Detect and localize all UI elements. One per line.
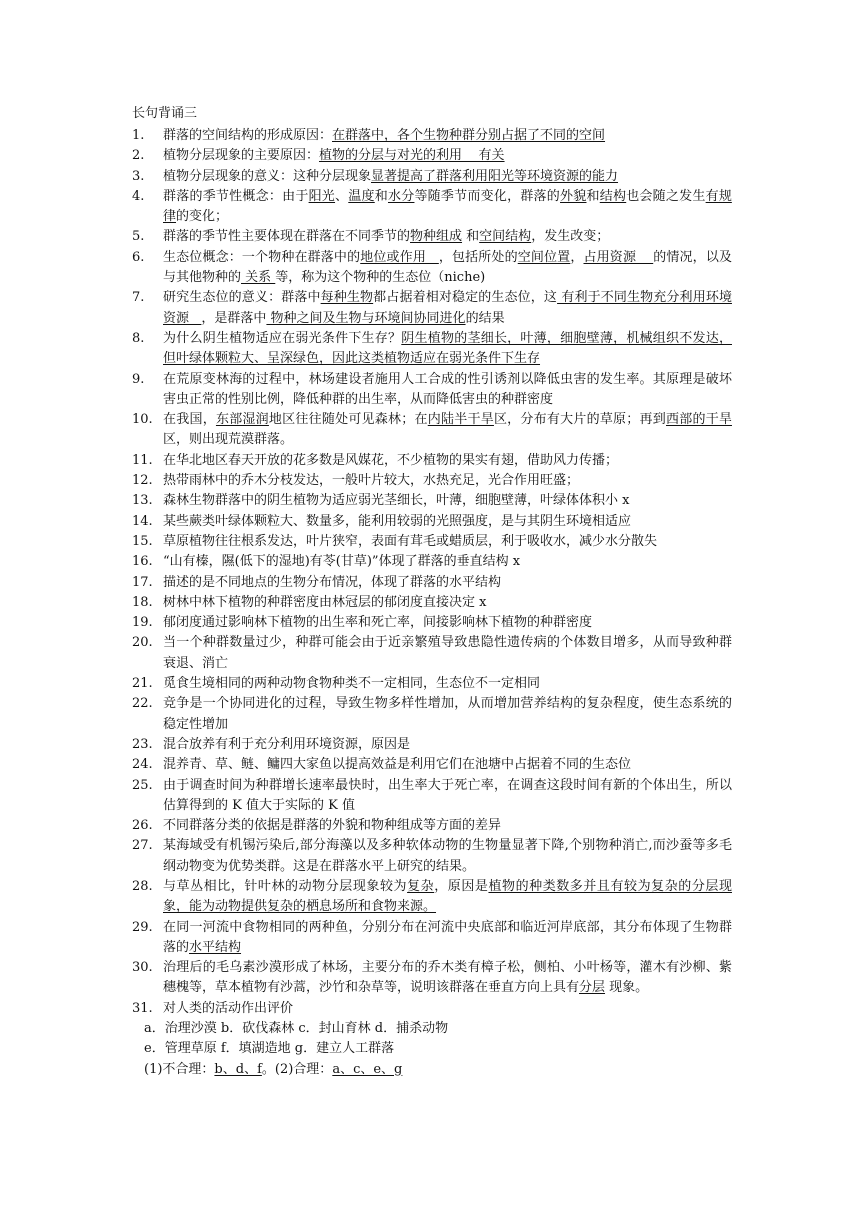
item-text [163,146,732,166]
item-number: 13. [132,493,153,509]
item-text-segment: 现象。 [605,980,649,996]
item-number: 30. [132,960,153,976]
item-number: 3. [132,168,145,184]
list-item [132,471,732,491]
list-item [132,613,732,633]
item-text-segment: 由于调查时间为种群增长速率最快时，出生率大于死亡率，在调查这段时间有新的个体出生，所以估算得到的 K 值大于实际的 K 值 [163,777,732,813]
underlined-answer: 显著提高了群落利用阳光等环境资源的能力 [371,168,619,184]
list-item [132,187,732,228]
item-text-segment: ， [570,249,584,265]
item-number: 15. [132,533,153,549]
list-item [132,836,732,877]
list-item [132,735,732,755]
item-number: 1. [132,128,145,143]
item-text [163,735,732,755]
list-item [132,552,732,572]
item-text-segment: 的变化； [176,209,229,225]
list-item [132,958,732,999]
underlined-answer: 物种组成 [410,229,463,245]
item-number: 4. [132,188,145,204]
item-number: 24. [132,757,153,773]
underlined-answer: 结构 [599,188,627,204]
item-text-segment: 郁闭度通过影响林下植物的出生率和死亡率，间接影响林下植物的种群密度 [163,615,593,631]
item-text-segment: 与草丛相比，针叶林的动物分层现象较为 [163,878,408,894]
item-number: 7. [132,290,145,306]
list-item [132,512,732,532]
item-text [163,288,732,329]
item-number: 19. [132,615,153,631]
options-line-1: a．治理沙漠 b．砍伐森林 c．封山育林 d．捕杀动物 [144,1021,449,1037]
item-text-segment: 的结果 [465,310,505,326]
item-number: 25. [132,777,153,793]
list-item [132,918,732,959]
item-text-segment: 不同群落分类的依据是群落的外貌和物种组成等方面的差异 [163,818,502,834]
item-number: 10. [132,412,153,428]
answer-value-unreasonable: b、d、f [214,1061,262,1077]
item-list [132,126,732,1019]
item-text [163,329,732,370]
item-text-segment: 某海域受有机锡污染后,部分海藻以及多种软体动物的生物量显著下降,个别物种消亡,而沙蚕等多毛纲动物变为优势类群。这是在群落水平上研究的结果。 [163,838,732,874]
item-text [163,613,732,633]
item-text-segment: 在华北地区春天开放的花多数是风媒花，不少植物的果实有翅，借助风力传播； [163,452,619,468]
list-item [132,491,732,511]
item-text [163,836,732,877]
item-text [163,248,732,289]
item-text-segment: ，原因是 [434,878,489,894]
list-item [132,593,732,613]
item-text [163,877,732,918]
underlined-answer: 外貌 [560,188,587,204]
list-item [132,248,732,289]
item-number: 12. [132,473,153,489]
item-number: 5. [132,229,145,245]
item-text-segment: 区，则出现荒漠群落。 [163,432,294,448]
item-text-segment: 地区往往随处可见森林；在 [268,412,428,428]
underlined-answer: 分层 [579,980,606,996]
underlined-answer: 内陆半干旱 [427,412,494,428]
underlined-answer: 复杂 [407,878,435,894]
item-number: 14. [132,513,153,529]
item-text [163,126,732,146]
item-text [163,593,732,613]
list-item [132,410,732,451]
item-text [163,776,732,817]
item-number: 6. [132,249,145,265]
item-number: 23. [132,736,153,752]
item-text-segment: 的情况，以及与其他物种的 [163,249,732,286]
item-number: 31. [132,1000,153,1016]
item-number: 22. [132,696,153,712]
item-text-segment: 群落的空间结构的形成原因： [163,128,333,143]
underlined-answer: 水分 [387,188,415,204]
item-text [163,816,732,836]
item-text-segment: 植物分层现象的意义：这种分层现象 [163,168,372,184]
list-item [132,370,732,411]
item-text-segment: 区，分布有大片的草原；再到 [493,412,667,428]
item-text-segment: 在我国， [163,412,216,428]
underlined-answer: 植物的分层与对光的利用 有关 [319,148,505,164]
item-text [163,674,732,694]
underlined-answer: 阳光 [308,188,336,204]
item-text-segment: 和 [462,229,480,245]
item-text [163,958,732,999]
item-text-segment: 为什么阴生植物适应在弱光条件下生存？ [163,330,402,346]
item-text [163,410,732,451]
item-number: 8. [132,330,145,346]
item-text [163,694,732,735]
item-text-segment: 和 [586,188,600,204]
item-number: 20. [132,635,153,651]
item-text-segment: 等，称为这个物种的生态位（niche) [275,270,486,286]
item-text-segment: 治理后的毛乌素沙漠形成了林场，主要分布的乔木类有樟子松，侧柏、小叶杨等，灌木有沙柳、紫穗槐等，草本植物有沙蒿，沙竹和杂草等，说明该群落在垂直方向上具有 [163,960,732,996]
item-text [163,633,732,674]
item-text [163,370,732,411]
list-item [132,694,732,735]
underlined-answer: 关系 [241,270,276,286]
item-text-segment: 在同一河流中食物相同的两种鱼，分别分布在河流中央底部和临近河岸底部，其分布体现了生物群落的 [163,919,732,955]
item-text-segment: 群落的季节性概念：由于 [163,188,309,204]
list-item [132,877,732,918]
item-text-segment: 混合放养有利于充分利用环境资源，原因是 [163,736,411,752]
item-text-segment: 某些蕨类叶绿体颗粒大、数量多，能利用较弱的光照强度，是与其阴生环境相适应 [163,513,632,529]
underlined-answer: 占用资源 [583,249,654,265]
underlined-answer: 有规律 [163,188,732,225]
item-number: 29. [132,919,153,935]
item-text-segment: “山有榛，隰(低下的湿地)有苓(甘草)”体现了群落的垂直结构 x [163,554,521,570]
item-text [163,552,732,572]
item-text-segment: 植物分层现象的主要原因： [163,148,320,164]
item-number: 18. [132,594,153,610]
item-text [163,187,732,228]
item-text-segment: 竞争是一个协同进化的过程，导致生物多样性增加，从而增加营养结构的复杂程度，使生态系统的稳定性增加 [163,696,732,732]
item-text [163,918,732,959]
underlined-answer: 水平结构 [189,939,242,955]
item-number: 28. [132,878,153,894]
underlined-answer: 物种之间及生物与环境间协同进化 [266,310,466,326]
item-text [163,227,732,247]
underlined-answer: 阴生植物的茎细长，叶薄，细胞壁薄，机械组织不发达，但叶绿体颗粒大、呈深绿色，因此这类植物适应在弱光条件下生存 [163,330,732,367]
answer-value-reasonable: a、c、e、g [332,1061,403,1077]
list-item [132,126,732,146]
item-number: 11. [132,452,153,468]
item-text-segment: 树林中林下植物的种群密度由林冠层的郁闭度直接决定 x [163,594,487,610]
answer-line [132,1060,732,1080]
item-text-segment: 研究生态位的意义：群落中 [163,290,321,306]
item-text-segment: 混养青、草、鲢、鳙四大家鱼以提高效益是利用它们在池塘中占据着不同的生态位 [163,757,632,773]
list-item [132,755,732,775]
list-item [132,999,732,1019]
item-number: 27. [132,838,153,854]
list-item [132,167,732,187]
item-text [163,451,732,471]
item-text [163,491,732,511]
item-text-segment: 、 [335,188,349,204]
options-line-2: e．管理草原 f．填湖造地 g．建立人工群落 [144,1041,395,1057]
item-number: 16. [132,554,153,570]
item-text-segment: 生态位概念：一个物种在群落中的 [163,249,361,265]
item-text-segment: ，包括所处的 [438,249,518,265]
item-text [163,532,732,552]
item-text-segment: 也会随之发生 [626,188,706,204]
answer-label-unreasonable: (1)不合理： [144,1061,215,1077]
underlined-answer: 温度 [348,188,375,204]
list-item [132,674,732,694]
underlined-answer: 植物的种类数多并且有较为复杂的分层现象，能为动物提供复杂的栖息场所和食物来源。 [163,878,732,915]
underlined-answer: 西部的干旱 [666,412,732,428]
item-text-segment: 在荒原变林海的过程中，林场建设者施用人工合成的性引诱剂以降低虫害的发生率。其原理是破坏害虫正常的性别比例，降低种群的出生率，从而降低害虫的种群密度 [163,371,732,407]
item-text-segment: 等随季节而变化，群落的 [414,188,561,204]
document-page [132,104,732,1080]
item-number: 21. [132,676,153,692]
underlined-answer: 空间位置 [517,249,571,265]
item-number: 2. [132,148,145,164]
underlined-answer: 空间结构 [479,229,532,245]
item-number: 9. [132,371,145,387]
list-item [132,451,732,471]
item-text-segment: 草原植物往往根系发达，叶片狭窄，表面有茸毛或蜡质层，利于吸收水，减少水分散失 [163,533,658,549]
list-item [132,227,732,247]
list-item [132,288,732,329]
item-number: 26. [132,818,153,834]
list-item [132,146,732,166]
item-text [163,167,732,187]
item-text-segment: ，发生改变； [531,229,610,245]
item-text [163,999,732,1019]
item-text-segment: 当一个种群数量过少，种群可能会由于近亲繁殖导致患隐性遗传病的个体数目增多，从而导致种群衰退、消亡 [163,635,732,671]
item-text-segment: 森林生物群落中的阴生植物为适应弱光茎细长，叶薄，细胞壁薄，叶绿体体积小 x [163,493,630,509]
item-text [163,471,732,491]
item-text-segment: 觅食生境相同的两种动物食物种类不一定相同，生态位不一定相同 [163,676,541,692]
underlined-answer: 在群落中，各个生物种群分别占据了不同的空间 [332,128,606,143]
item-text-segment: 都占据着相对稳定的生态位，这 [373,290,558,306]
item-number: 17. [132,574,153,590]
list-item [132,329,732,370]
underlined-answer: 有利于不同生物充分利用环境资源 [163,290,732,326]
item-text [163,512,732,532]
item-text-segment: 群落的季节性主要体现在群落在不同季节的 [163,229,411,245]
list-item [132,816,732,836]
item-text-segment: 和 [374,188,388,204]
item-text-segment: 描述的是不同地点的生物分布情况，体现了群落的水平结构 [163,574,502,590]
item-text [163,573,732,593]
list-item [132,532,732,552]
list-item [132,776,732,817]
item-text-segment: 热带雨林中的乔木分枝发达，一般叶片较大，水热充足，光合作用旺盛； [163,473,580,489]
item-text [163,755,732,775]
answer-separator: 。(2)合理： [261,1061,333,1077]
underlined-answer: 东部湿润 [215,412,269,428]
document-title: 长句背诵三 [132,106,198,121]
item-text-segment: 对人类的活动作出评价 [163,1000,294,1016]
underlined-answer: 地位或作用 [360,249,439,265]
list-item [132,633,732,674]
underlined-answer: 每种生物 [320,290,374,306]
list-item [132,573,732,593]
item-text-segment: ，是群落中 [201,310,267,326]
